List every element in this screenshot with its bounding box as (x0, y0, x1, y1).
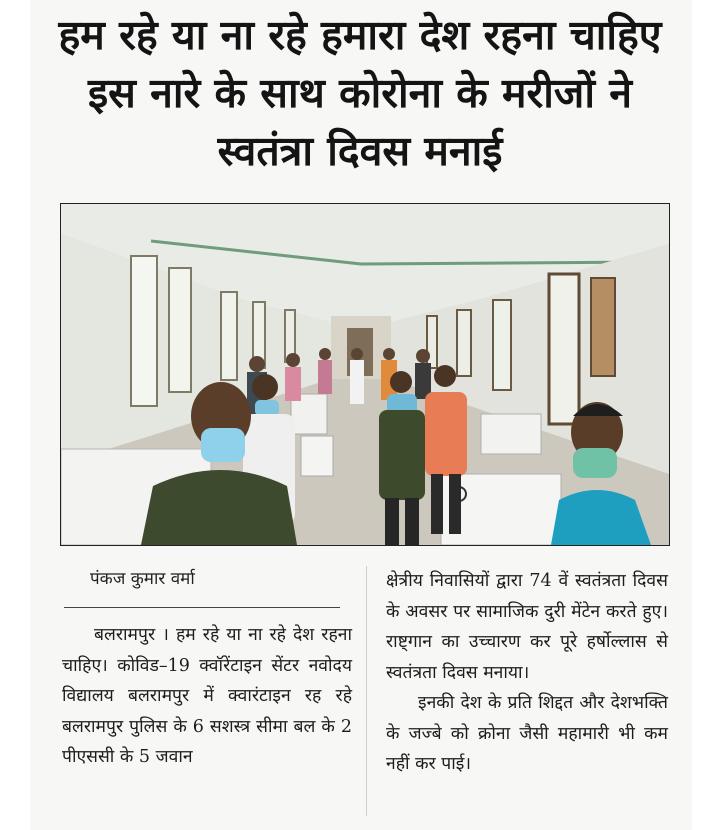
byline-divider (64, 607, 340, 608)
body-column-right (386, 566, 668, 780)
article-photo (60, 203, 670, 546)
column-divider (366, 566, 367, 816)
body-column-left: बलरामपुर । हम रहे या ना रहे देश रहना चाहिए। कोविड–19 क्वॉरेंटाइन सेंटर नवोदय विद्यालय बलरामपुर में क्वारंटाइन रह रहे बलरामपुर पुलिस के 6 सशस्त्र सीमा बल के 2 पीएससी के 5 जवान (62, 625, 352, 767)
body-paragraph: इनकी देश के प्रति शिद्दत और देशभक्ति के जज्बे को क्रोना जैसी महामारी भी कम नहीं कर पाई। (386, 693, 668, 774)
byline-author: पंकज कुमार वर्मा (90, 569, 195, 589)
headline: हम रहे या ना रहे हमारा देश रहना चाहिए इस नारे के साथ कोरोना के मरीजों ने स्वतंत्रा दिवस मनाई (58, 11, 662, 175)
body-paragraph: क्षेत्रीय निवासियों द्वारा 74 वें स्वतंत्रता दिवस के अवसर पर सामाजिक दुरी मेंटेन करते हुए। राष्ट्गान का उच्चारण कर पूरे हर्षोल्लास से स्वतंत्रता दिवस मनाया। (386, 571, 668, 683)
